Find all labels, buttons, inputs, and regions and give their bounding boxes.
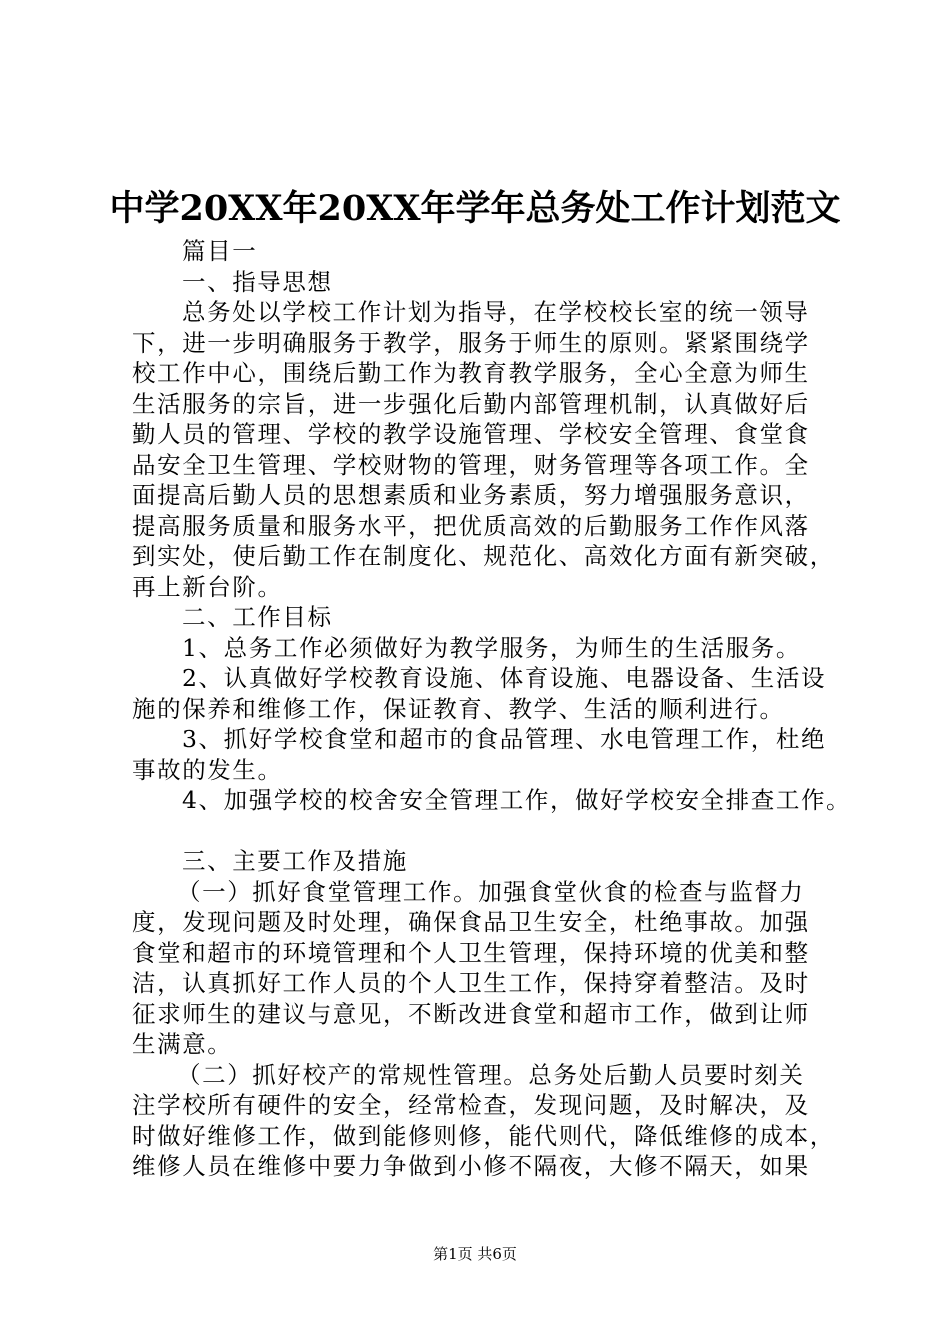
paragraph-line: 度，发现问题及时处理，确保食品卫生安全，杜绝事故。加强 [132, 908, 810, 936]
paragraph-line: 食堂和超市的环境管理和个人卫生管理，保持环境的优美和整 [132, 938, 810, 967]
paragraph-line: （二）抓好校产的常规性管理。总务处后勤人员要时刻关 [177, 1060, 805, 1089]
document-title: 中学20XX年20XX年学年总务处工作计划范文 [109, 188, 841, 229]
section-heading: 一、指导思想 [182, 267, 333, 296]
paragraph-line: 洁，认真抓好工作人员的个人卫生工作，保持穿着整洁。及时 [132, 969, 810, 997]
section-heading: 三、主要工作及措施 [182, 847, 408, 875]
paragraph-line: 再上新台阶。 [132, 572, 283, 601]
paragraph-line: （一）抓好食堂管理工作。加强食堂伙食的检查与监督力 [177, 877, 805, 906]
page-footer: 第1页 共6页 [433, 1245, 517, 1263]
paragraph-line: 注学校所有硬件的安全，经常检查，发现问题，及时解决，及 [132, 1091, 810, 1119]
paragraph-line: 校工作中心，围绕后勤工作为教育教学服务，全心全意为师生 [132, 359, 810, 387]
blank-line [132, 816, 842, 847]
paragraph-line: 事故的发生。 [132, 755, 283, 784]
paragraph-line: 4、加强学校的校舍安全管理工作，做好学校安全排查工作。 [182, 786, 852, 814]
paragraph-line: 面提高后勤人员的思想素质和业务素质，努力增强服务意识， [132, 481, 810, 509]
paragraph-line: 品安全卫生管理、学校财物的管理，财务管理等各项工作。全 [132, 450, 810, 479]
paragraph-line: 生活服务的宗旨，进一步强化后勤内部管理机制，认真做好后 [132, 389, 810, 418]
paragraph-line: 总务处以学校工作计划为指导，在学校校长室的统一领导 [182, 298, 810, 326]
section-heading: 篇目一 [182, 237, 258, 265]
paragraph-line: 到实处，使后勤工作在制度化、规范化、高效化方面有新突破， [132, 542, 835, 570]
paragraph-line: 施的保养和维修工作，保证教育、教学、生活的顺利进行。 [132, 694, 785, 723]
paragraph-line: 维修人员在维修中要力争做到小修不隔夜，大修不隔天，如果 [132, 1152, 810, 1180]
document-body [132, 236, 852, 1182]
paragraph-line: 下，进一步明确服务于教学，服务于师生的原则。紧紧围绕学 [132, 328, 810, 357]
paragraph-line: 1、总务工作必须做好为教学服务，为师生的生活服务。 [182, 633, 801, 662]
paragraph-line: 2、认真做好学校教育设施、体育设施、电器设备、生活设 [182, 664, 827, 692]
paragraph-line: 勤人员的管理、学校的教学设施管理、学校安全管理、食堂食 [132, 420, 810, 448]
paragraph-line: 提高服务质量和服务水平，把优质高效的后勤服务工作作风落 [132, 511, 810, 540]
paragraph-line: 3、抓好学校食堂和超市的食品管理、水电管理工作，杜绝 [182, 725, 827, 753]
paragraph-line: 时做好维修工作，做到能修则修，能代则代，降低维修的成本， [132, 1121, 835, 1150]
paragraph-line: 征求师生的建议与意见，不断改进食堂和超市工作，做到让师 [132, 999, 810, 1028]
paragraph-line: 生满意。 [132, 1030, 233, 1058]
section-heading: 二、工作目标 [182, 603, 333, 631]
